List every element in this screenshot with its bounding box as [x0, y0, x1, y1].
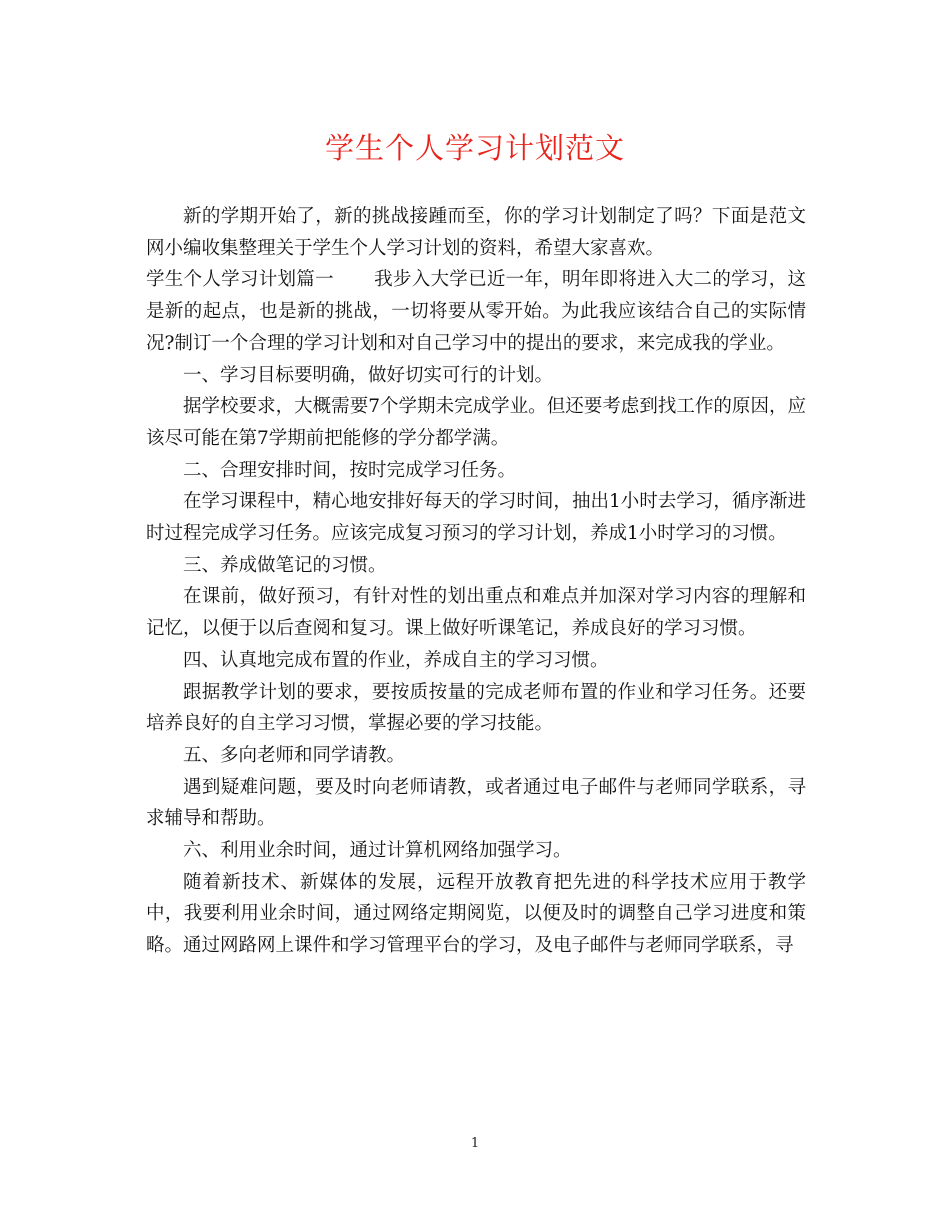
section-lead: 我步入大学已近一年，明年即将进入大二的学习，这是新的起点，也是新的挑战，一切将要从零开始。为此我应该结合自己的实际情况?制订一个合理的学习计划和对自己学习中的提出的要求，来完成我的学业。 [146, 269, 806, 354]
item-heading: 三、养成做笔记的习惯。 [183, 554, 387, 576]
item-text: 在学习课程中，精心地安排好每天的学习时间，抽出1小时去学习，循序渐进时过程完成学习任务。应该完成复习预习的学习计划，养成1小时学习的习惯。 [146, 491, 806, 545]
item-heading: 一、学习目标要明确，做好切实可行的计划。 [183, 364, 554, 386]
intro-paragraph: 新的学期开始了，新的挑战接踵而至，你的学习计划制定了吗？下面是范文网小编收集整理关于学生个人学习计划的资料，希望大家喜欢。 [146, 206, 806, 259]
item-text: 在课前，做好预习，有针对性的划出重点和难点并加深对学习内容的理解和记忆，以便于以后查阅和复习。课上做好听课笔记，养成良好的学习习惯。 [146, 586, 806, 640]
section-label: 学生个人学习计划篇一 [146, 269, 334, 291]
item-heading: 二、合理安排时间，按时完成学习任务。 [183, 459, 517, 481]
item-text: 跟据教学计划的要求，要按质按量的完成老师布置的作业和学习任务。还要培养良好的自主学习习惯，掌握必要的学习技能。 [146, 681, 806, 735]
item-heading: 五、多向老师和同学请教。 [183, 744, 406, 766]
item-text: 据学校要求，大概需要7个学期未完成学业。但还要考虑到找工作的原因，应该尽可能在第7学期前把能修的学分都学满。 [146, 396, 806, 449]
item-heading: 四、认真地完成布置的作业，养成自主的学习习惯。 [183, 649, 609, 671]
document-title: 学生个人学习计划范文 [324, 131, 625, 165]
item-text: 遇到疑难问题，要及时向老师请教，或者通过电子邮件与老师同学联系，寻求辅导和帮助。 [146, 776, 806, 830]
item-text: 随着新技术、新媒体的发展，远程开放教育把先进的科学技术应用于教学中，我要利用业余时间，通过网络定期阅览，以便及时的调整自己学习进度和策略。通过网路网上课件和学习管理平台的学习，及电子邮件与老师同学联系，寻 [146, 871, 806, 957]
section-paragraph [146, 264, 806, 359]
item-heading: 六、利用业余时间，通过计算机网络加强学习。 [183, 840, 572, 862]
page-number: 1 [470, 1136, 480, 1151]
document-body [146, 201, 806, 962]
